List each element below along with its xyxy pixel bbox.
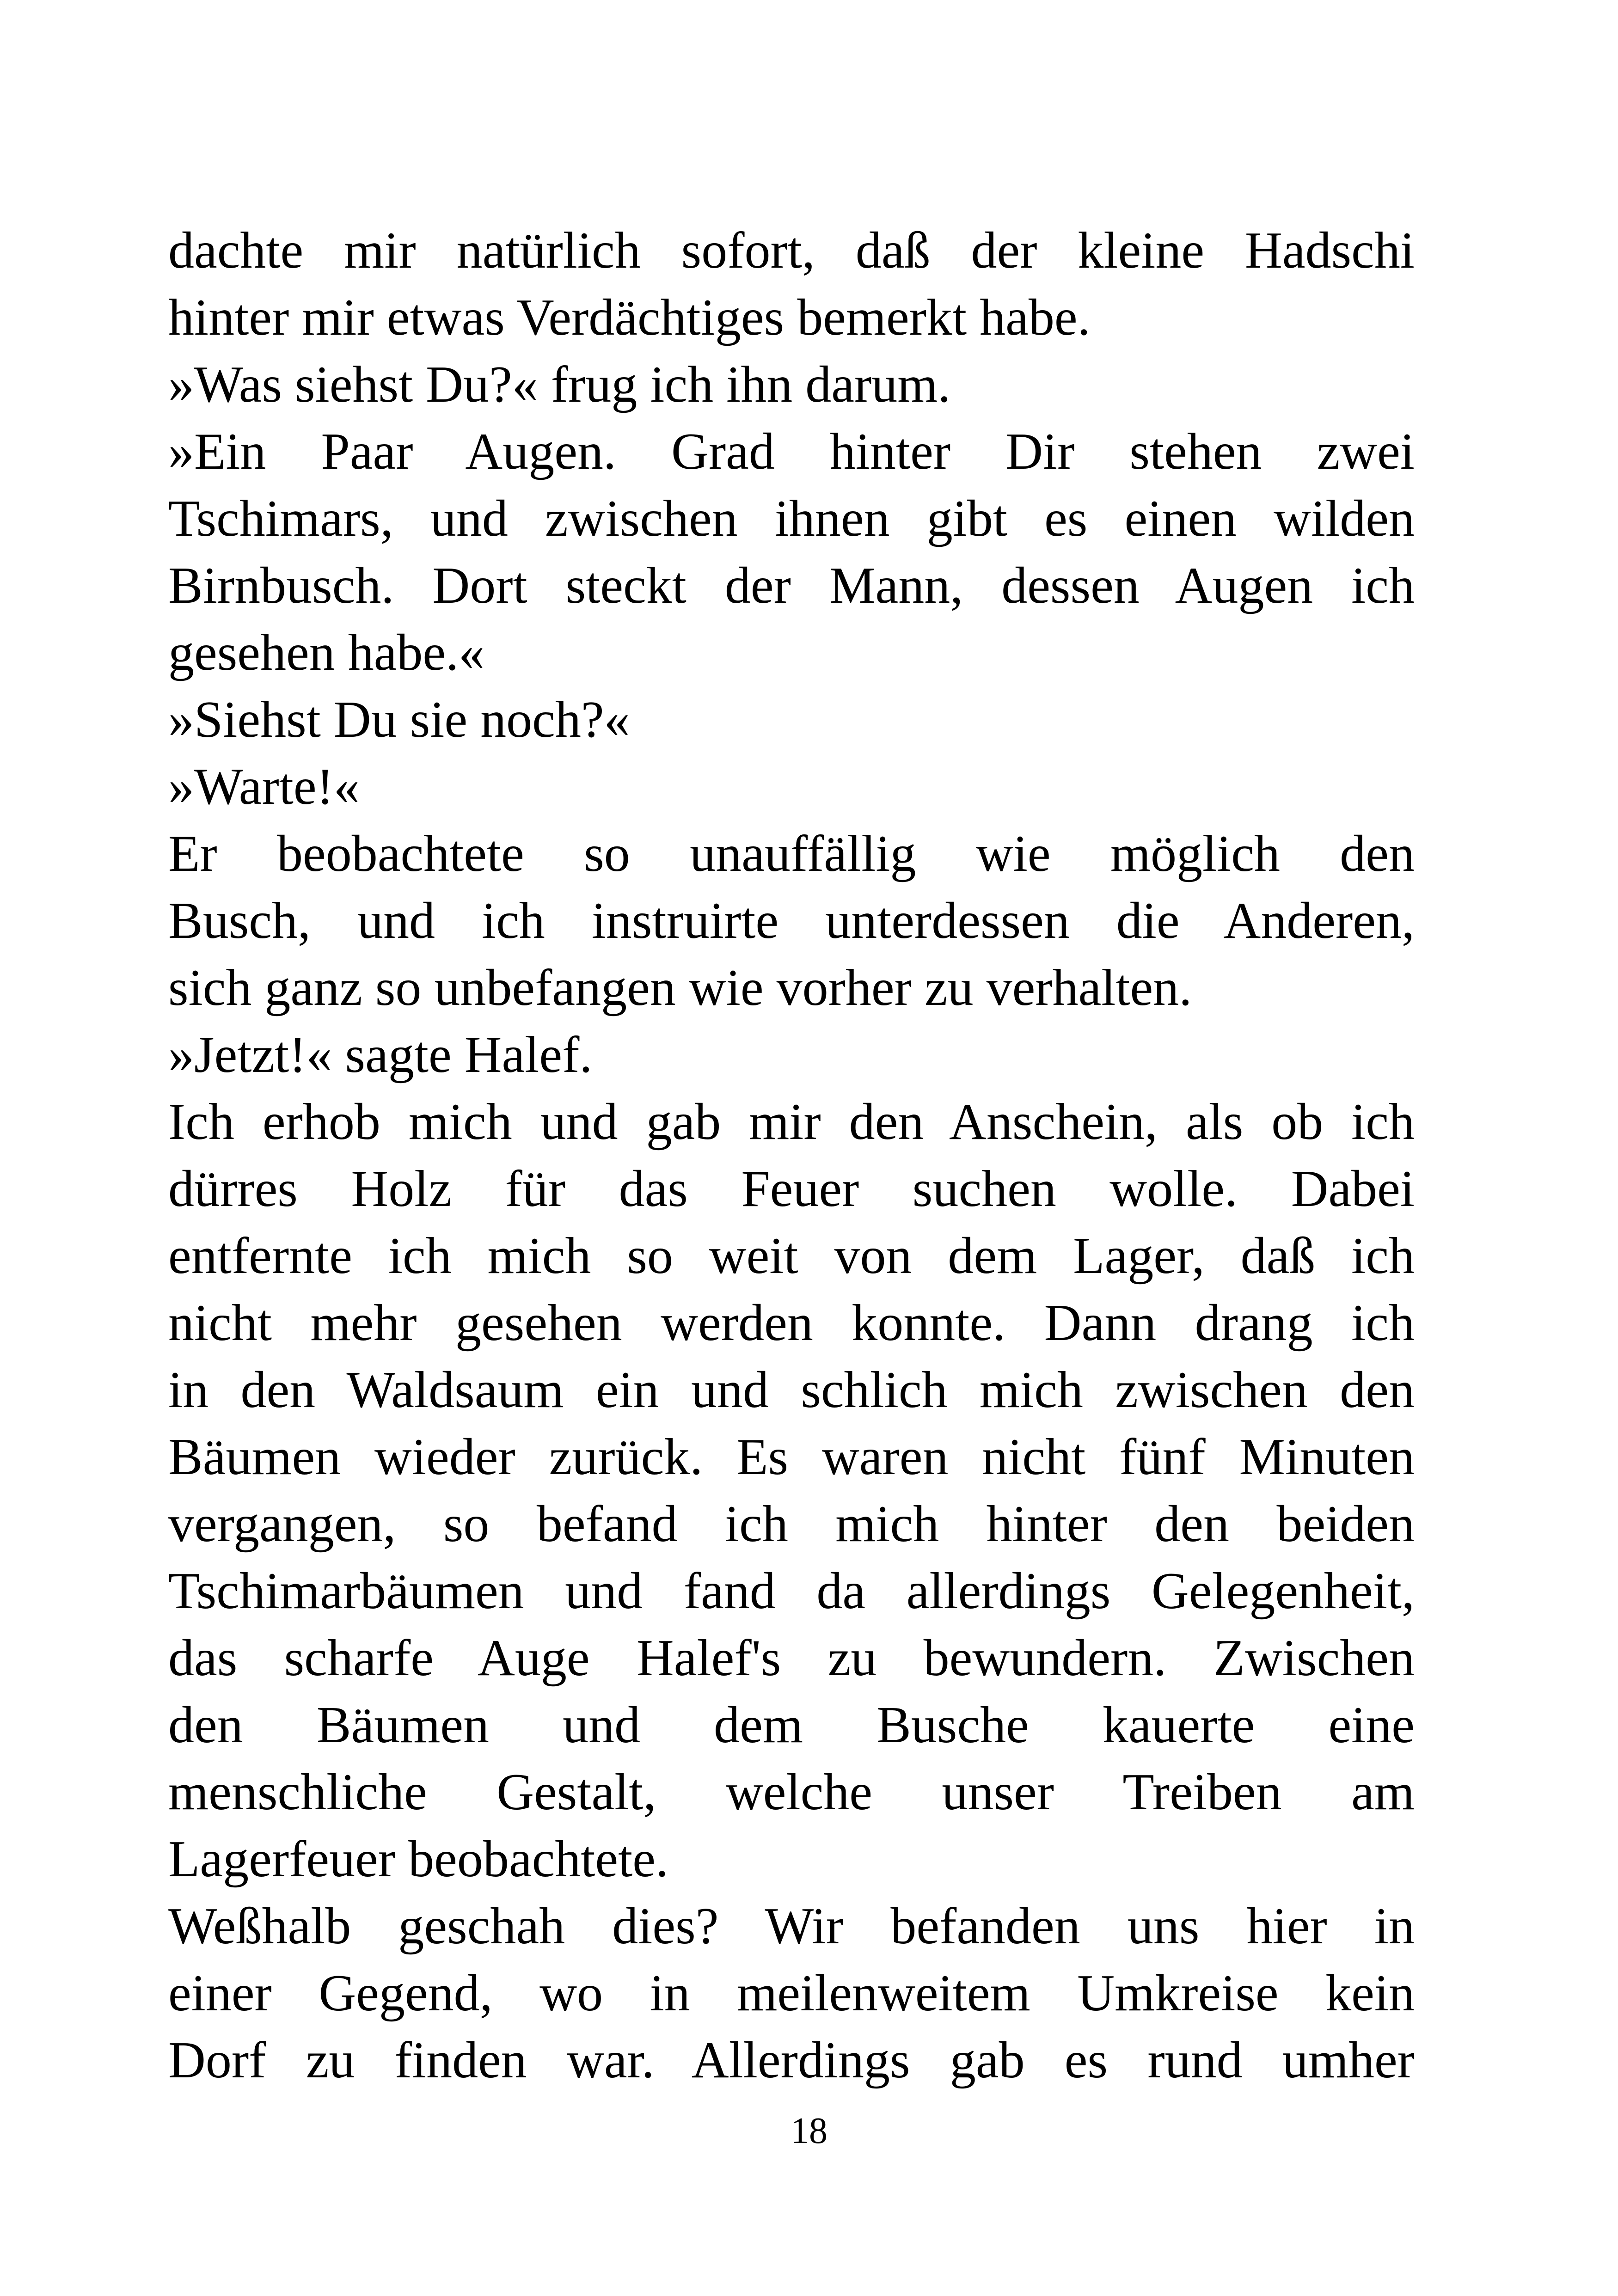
text-line: den Bäumen und dem Busche kauerte eine bbox=[168, 1696, 1415, 1754]
text-line: »Siehst Du sie noch?« bbox=[168, 691, 630, 748]
text-line: einer Gegend, wo in meilenweitem Umkreise kein bbox=[168, 1965, 1415, 2022]
text-line: »Ein Paar Augen. Grad hinter Dir stehen zwei bbox=[168, 423, 1415, 480]
text-line: Tschimars, und zwischen ihnen gibt es einen wilden bbox=[168, 490, 1415, 547]
text-line: Bäumen wieder zurück. Es waren nicht fünf Minuten bbox=[168, 1428, 1415, 1486]
text-line: »Warte!« bbox=[168, 758, 360, 815]
text-line: gesehen habe.« bbox=[168, 624, 485, 681]
text-line: Dorf zu finden war. Allerdings gab es rund umher bbox=[168, 2032, 1415, 2089]
text-line: Weßhalb geschah dies? Wir befanden uns hier in bbox=[168, 1898, 1415, 1955]
page-number: 18 bbox=[791, 2111, 827, 2151]
text-line: »Jetzt!« sagte Halef. bbox=[168, 1026, 593, 1084]
text-line: nicht mehr gesehen werden konnte. Dann drang ich bbox=[168, 1294, 1415, 1352]
text-line: dachte mir natürlich sofort, daß der kleine Hadschi bbox=[168, 222, 1415, 279]
text-line: entfernte ich mich so weit von dem Lager, daß ich bbox=[168, 1227, 1415, 1285]
text-line: dürres Holz für das Feuer suchen wolle. Dabei bbox=[168, 1160, 1415, 1218]
text-line: das scharfe Auge Halef's zu bewundern. Zwischen bbox=[168, 1629, 1415, 1687]
text-line: vergangen, so befand ich mich hinter den beiden bbox=[168, 1495, 1415, 1553]
text-line: Birnbusch. Dort steckt der Mann, dessen Augen ich bbox=[168, 557, 1415, 614]
text-line: Busch, und ich instruirte unterdessen die Anderen, bbox=[168, 892, 1415, 949]
text-line: sich ganz so unbefangen wie vorher zu verhalten. bbox=[168, 959, 1192, 1016]
text-line: Tschimarbäumen und fand da allerdings Gelegenheit, bbox=[168, 1562, 1415, 1620]
text-line: Er beobachtete so unauffällig wie möglich den bbox=[168, 825, 1415, 882]
text-line: Ich erhob mich und gab mir den Anschein, als ob ich bbox=[168, 1093, 1415, 1151]
text-line: hinter mir etwas Verdächtiges bemerkt habe. bbox=[168, 289, 1091, 346]
text-line: menschliche Gestalt, welche unser Treiben am bbox=[168, 1763, 1415, 1821]
body-text bbox=[168, 217, 1415, 2094]
text-line: in den Waldsaum ein und schlich mich zwischen den bbox=[168, 1361, 1415, 1419]
text-line: »Was siehst Du?« frug ich ihn darum. bbox=[168, 356, 951, 413]
text-line: Lagerfeuer beobachtete. bbox=[168, 1831, 668, 1888]
